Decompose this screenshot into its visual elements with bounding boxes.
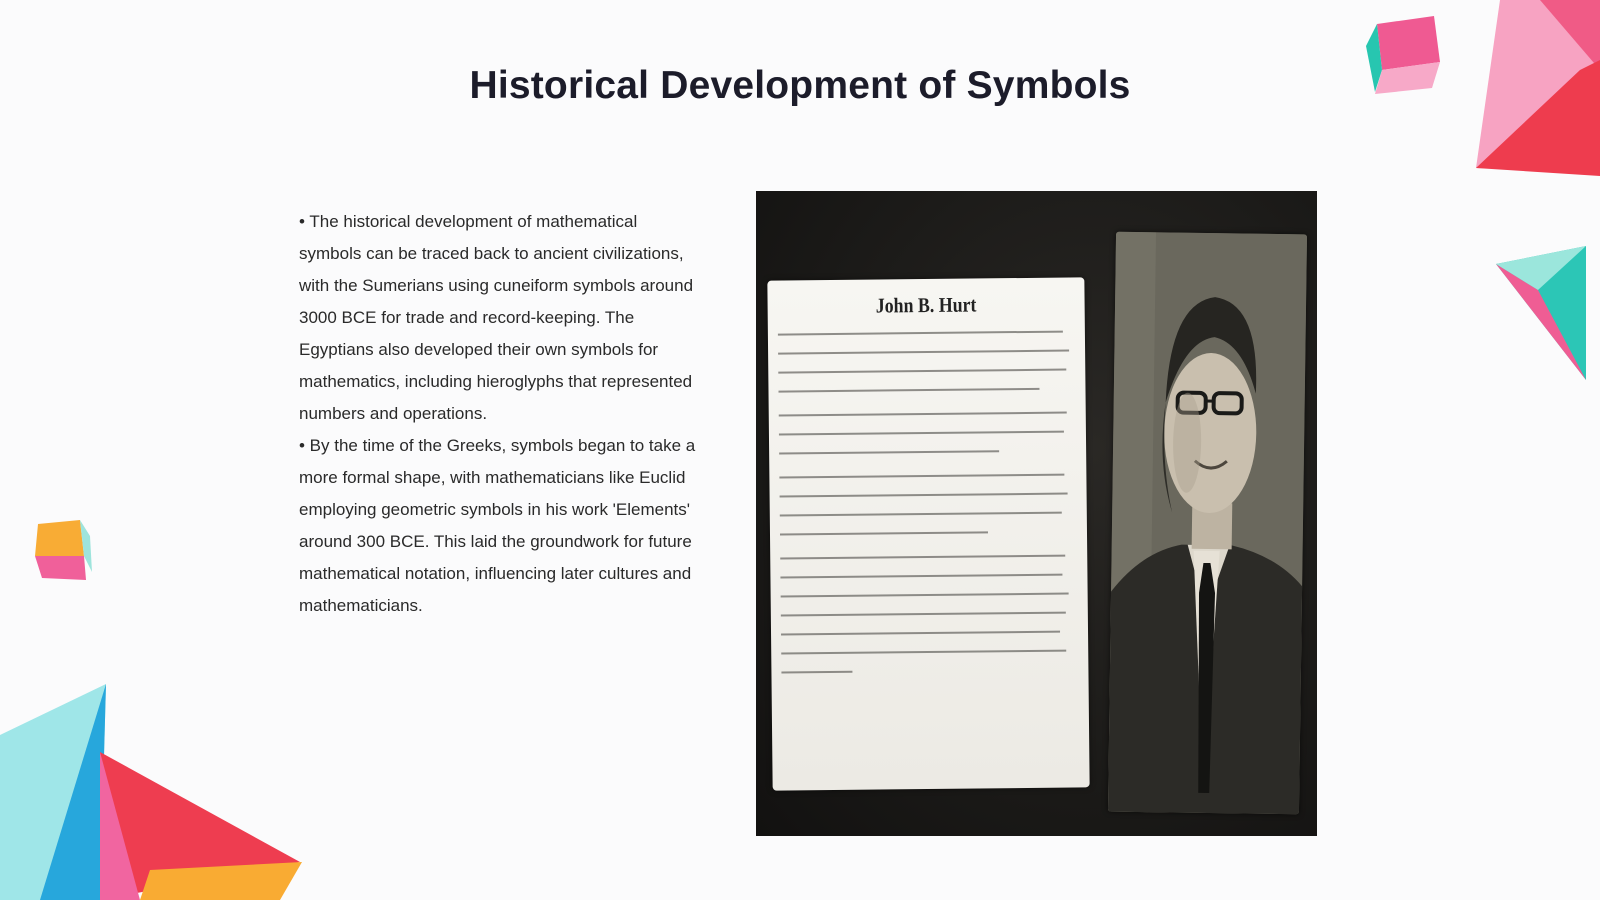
biography-plaque xyxy=(767,277,1089,790)
plaque-text-block xyxy=(779,411,1076,454)
historical-photo xyxy=(756,191,1317,836)
plaque-text-block xyxy=(779,473,1077,535)
bullet-paragraph: • The historical development of mathematical symbols can be traced back to ancient civilizations, with the Sumerians using cuneiform symbols around 3000 BCE for trade and record-keeping. The Egyptians also developed their own symbols for mathematics, including hieroglyphs that represented numbers and operations. xyxy=(299,212,694,423)
cube-left xyxy=(35,520,92,580)
body-text xyxy=(299,206,699,622)
plaque-text-block xyxy=(778,330,1076,392)
shapes-bottom-left xyxy=(0,684,302,900)
plaque-text-block xyxy=(780,554,1078,673)
slide-title: Historical Development of Symbols xyxy=(469,64,1131,107)
triangle-right-middle xyxy=(1496,246,1586,380)
plaque-name: John B. Hurt xyxy=(875,292,977,318)
portrait-photo xyxy=(1108,232,1307,815)
portrait-figure xyxy=(1108,232,1307,815)
bullet-paragraph: • By the time of the Greeks, symbols began to take a more formal shape, with mathematicians like Euclid employing geometric symbols in his work 'Elements' around 300 BCE. This laid the groundwork for future mathematical notation, influencing later cultures and mathematicians. xyxy=(299,436,696,615)
